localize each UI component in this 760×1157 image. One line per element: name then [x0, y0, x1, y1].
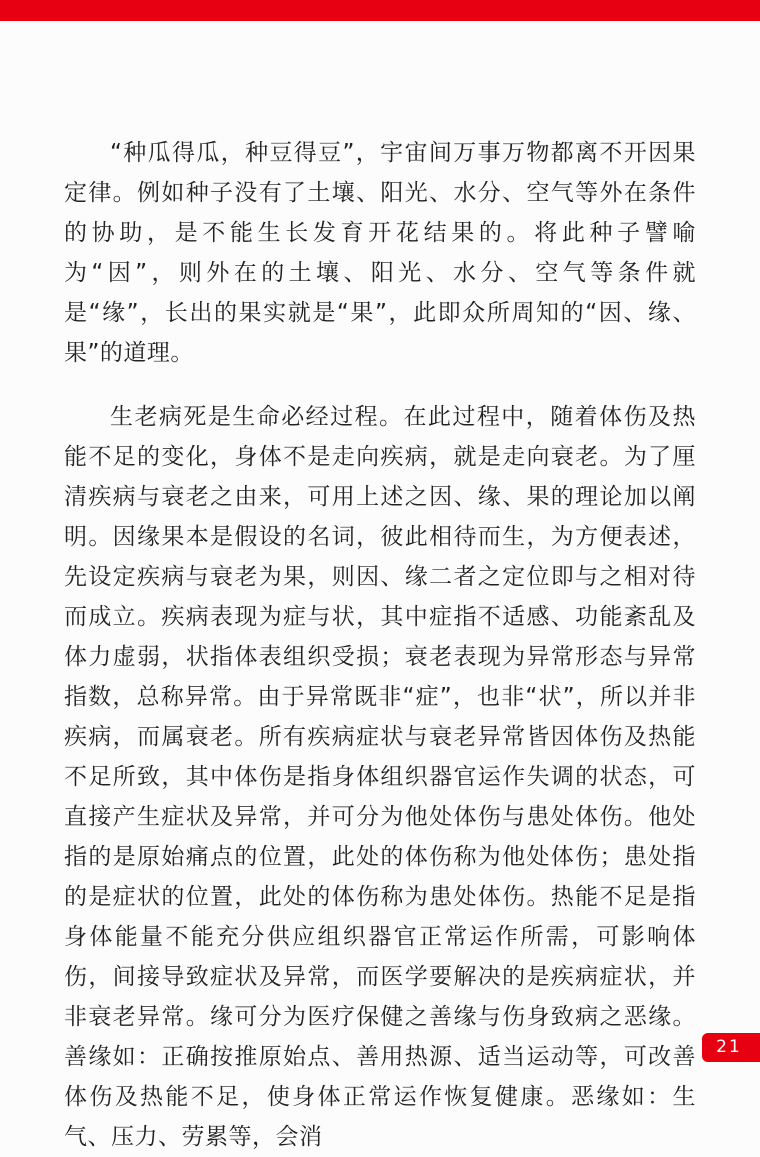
page-number-badge: 21	[702, 1033, 760, 1062]
paragraph-cause-condition-effect: “种瓜得瓜，种豆得豆”，宇宙间万事万物都离不开因果定律。例如种子没有了土壤、阳光、水分、空气等外在条件的协助，是不能生长发育开花结果的。将此种子譬喻为“因”，则外在的土壤、阳光、水分、空气等条件就是“缘”，长出的果实就是“果”，此即众所周知的“因、缘、果”的道理。	[64, 140, 696, 366]
top-accent-bar	[0, 0, 760, 21]
paragraph-illness-aging-theory: 生老病死是生命必经过程。在此过程中，随着体伤及热能不足的变化，身体不是走向疾病，就是走向衰老。为了厘清疾病与衰老之由来，可用上述之因、缘、果的理论加以阐明。因缘果本是假设的名词，彼此相待而生，为方便表述，先设定疾病与衰老为果，则因、缘二者之定位即与之相对待而成立。疾病表现为症与状，其中症指不适感、功能紊乱及体力虚弱，状指体表组织受损；衰老表现为异常形态与异常指数，总称异常。由于异常既非“症”，也非“状”，所以并非疾病，而属衰老。所有疾病症状与衰老异常皆因体伤及热能不足所致，其中体伤是指身体组织器官运作失调的状态，可直接产生症状及异常，并可分为他处体伤与患处体伤。他处指的是原始痛点的位置，此处的体伤称为他处体伤；患处指的是症状的位置，此处的体伤称为患处体伤。热能不足是指身体能量不能充分供应组织器官正常运作所需，可影响体伤，间接导致症状及异常，而医学要解决的是疾病症状，并非衰老异常。缘可分为医疗保健之善缘与伤身致病之恶缘。善缘如：正确按推原始点、善用热源、适当运动等，可改善体伤及热能不足，使身体正常运作恢复健康。恶缘如：生气、压力、劳累等，会消	[64, 404, 696, 1150]
document-body	[0, 133, 760, 1157]
